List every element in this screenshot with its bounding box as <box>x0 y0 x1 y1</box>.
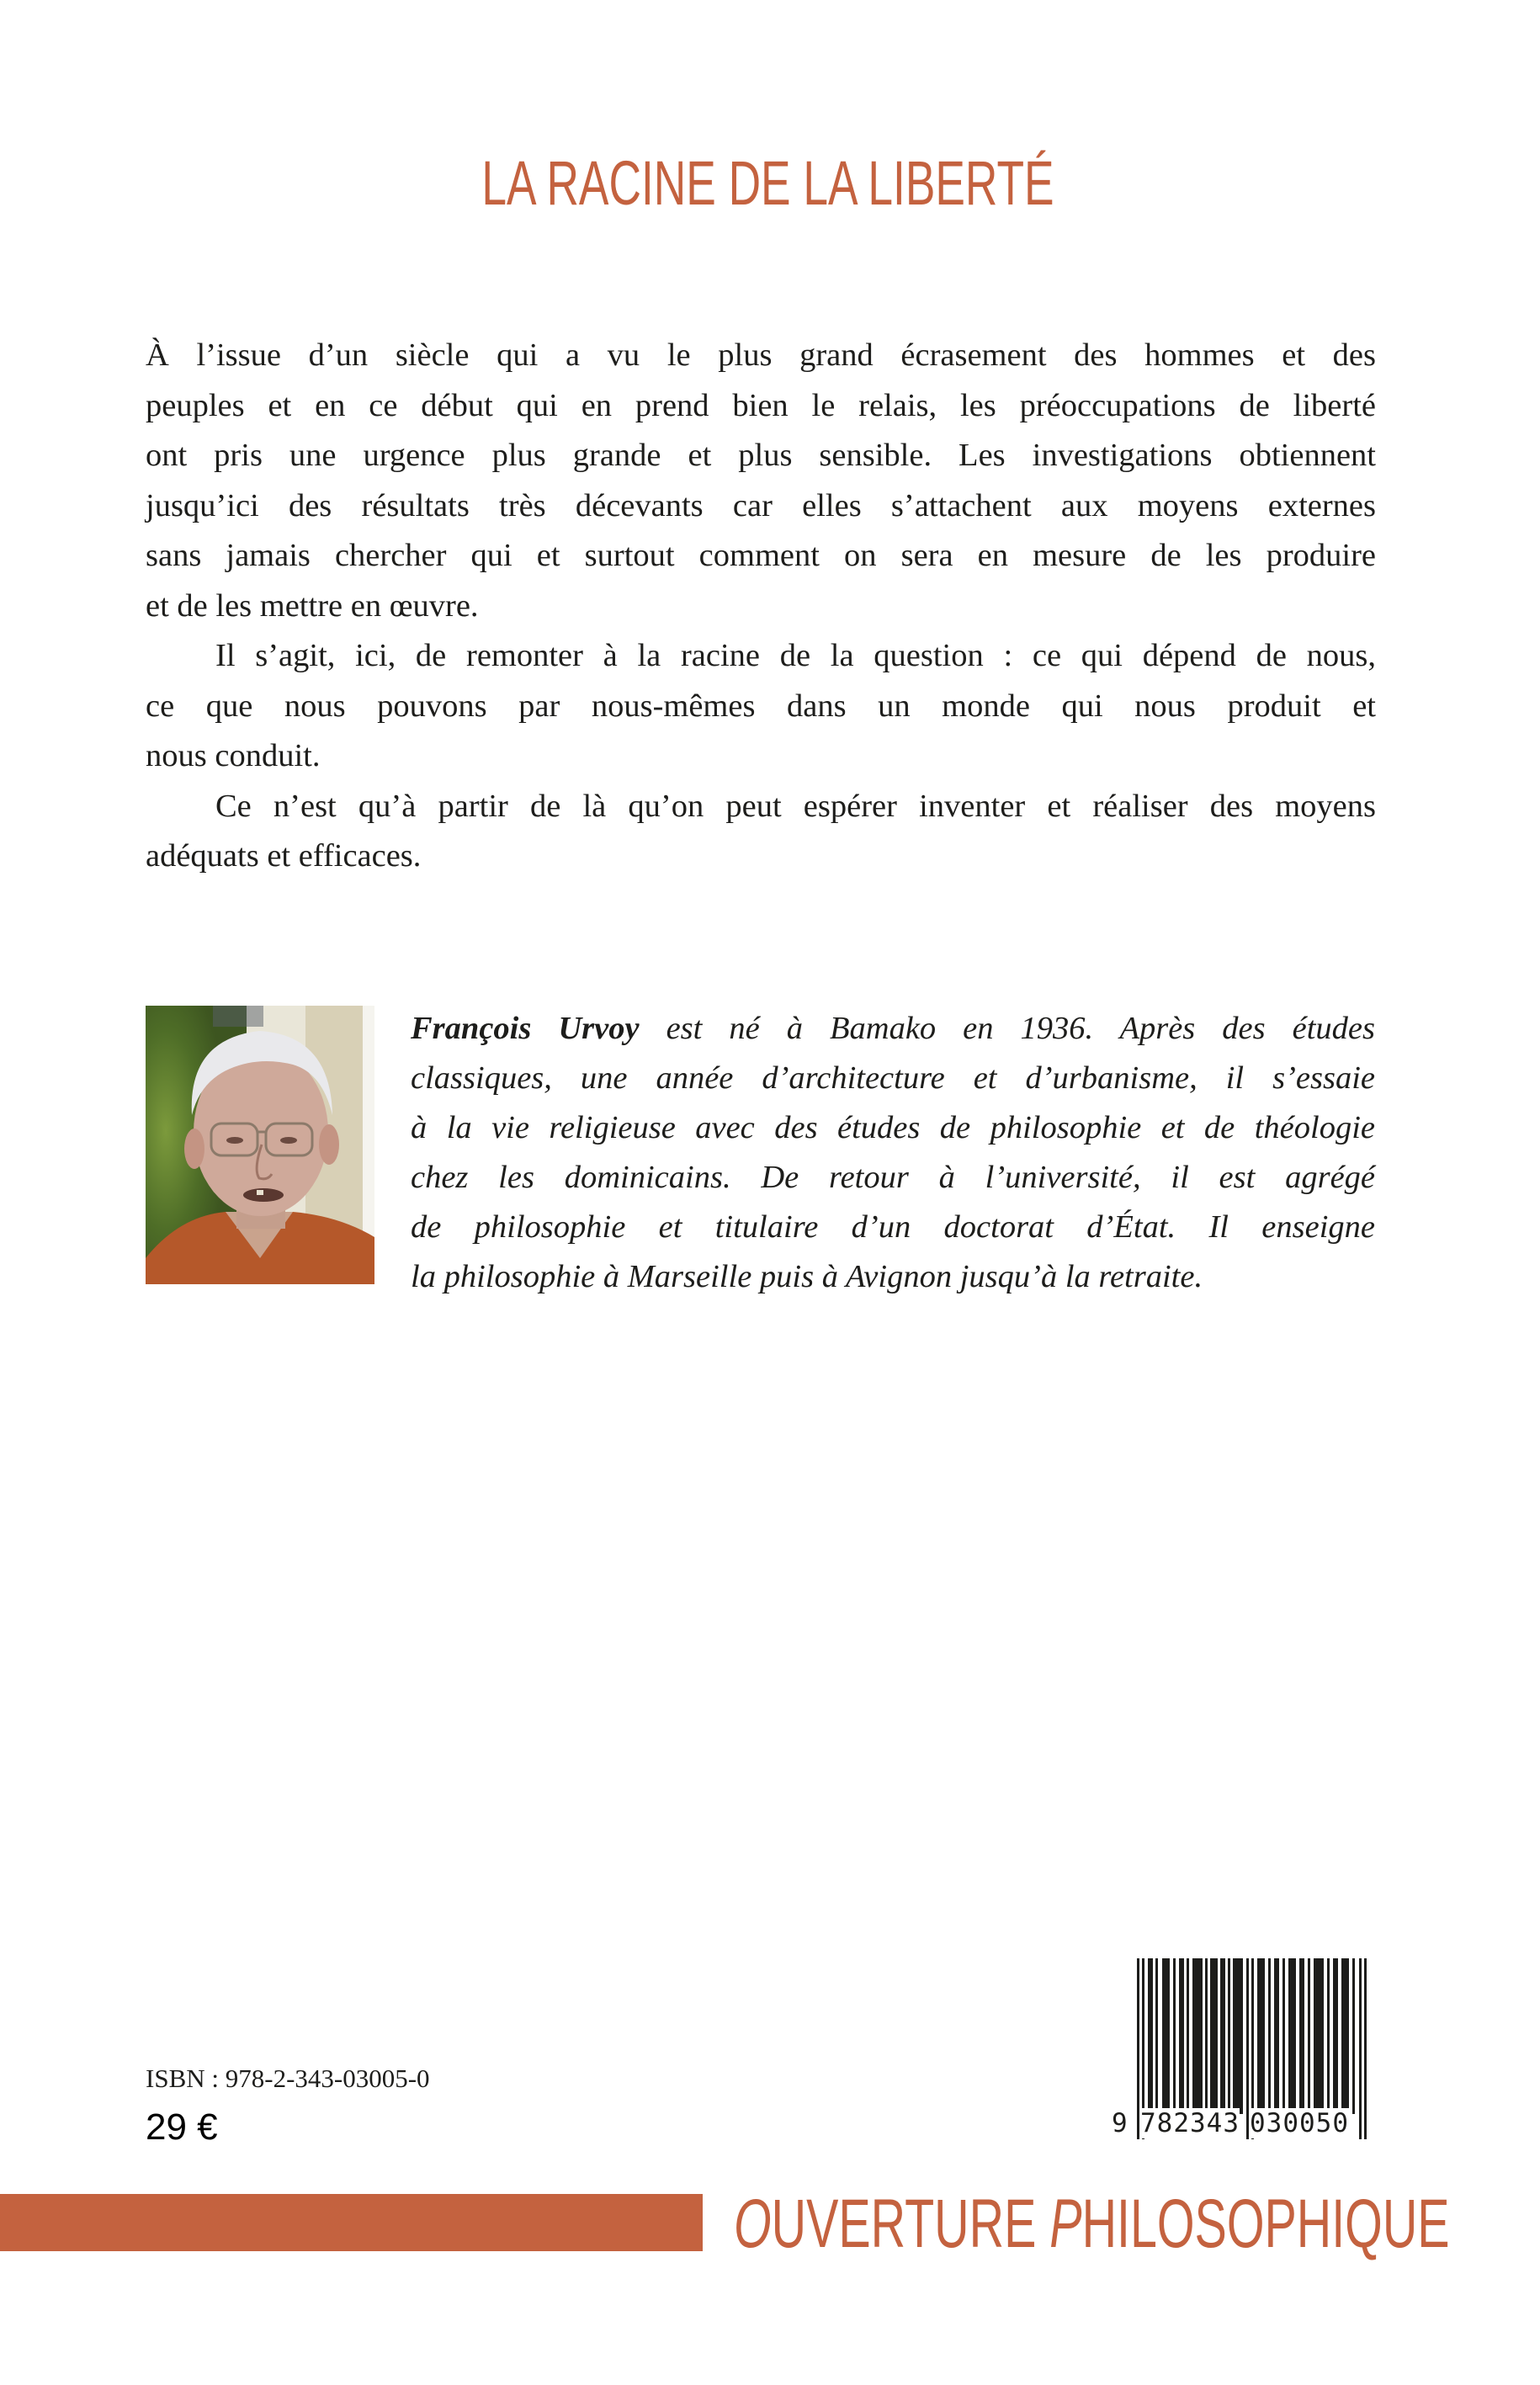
blurb-paragraph-3 <box>146 782 1376 882</box>
blurb-line: jusqu’ici des résultats très décevants car elles s’attachent aux moyens externes <box>146 487 1376 523</box>
blurb <box>146 331 1376 882</box>
blurb-line: et de les mettre en œuvre. <box>146 587 479 624</box>
barcode-digits-left: 782343 <box>1140 2108 1240 2138</box>
blurb-line: adéquats et efficaces. <box>146 838 422 874</box>
collection-name <box>734 2188 1450 2260</box>
blurb-paragraph-2 <box>146 631 1376 782</box>
bio-line <box>411 1004 1375 1054</box>
blurb-line: ont pris une urgence plus grande et plus sensible. Les investigations obtiennent <box>146 438 1376 473</box>
author-photo <box>146 1006 374 1284</box>
collection-word1: UVERTURE <box>771 2186 1050 2262</box>
blurb-paragraph-1 <box>146 331 1376 631</box>
price: 29 € <box>146 2106 218 2148</box>
blurb-line: À l’issue d’un siècle qui a vu le plus grand écrasement des hommes et des <box>146 337 1376 373</box>
bio-line: classiques, une année d’architecture et d’urbanisme, il s’essaie <box>411 1060 1375 1096</box>
collection-word2: HILOSOPHIQUE <box>1081 2186 1450 2262</box>
blurb-line: nous conduit. <box>146 738 321 773</box>
blurb-line: peuples et en ce début qui en prend bien le relais, les préoccupations de liberté <box>146 387 1376 423</box>
blurb-line: ce que nous pouvons par nous-mêmes dans un monde qui nous produit et <box>146 688 1376 724</box>
bio-text: est né à Bamako en 1936. Après des études <box>639 1011 1375 1046</box>
blurb-line: Ce n’est qu’à partir de là qu’on peut espérer inventer et réaliser des moyens <box>215 788 1376 824</box>
book-title: LA RACINE DE LA LIBERTÉ <box>481 148 1054 218</box>
author-bio <box>411 1004 1375 1302</box>
barcode-digit-lead: 9 <box>1112 2108 1129 2138</box>
author-name: François Urvoy <box>411 1011 640 1046</box>
collection-band <box>0 2194 703 2251</box>
blurb-line: sans jamais chercher qui et surtout comment on sera en mesure de les produire <box>146 538 1376 573</box>
collection-initial-o: O <box>734 2186 772 2262</box>
author-portrait-image <box>146 1006 374 1284</box>
blurb-line: Il s’agit, ici, de remonter à la racine de la question : ce qui dépend de nous, <box>215 638 1376 673</box>
bio-line: la philosophie à Marseille puis à Avignon jusqu’à la retraite. <box>411 1259 1203 1294</box>
bio-line: chez les dominicains. De retour à l’université, il est agrégé <box>411 1160 1375 1195</box>
collection-initial-p: P <box>1049 2186 1082 2262</box>
bio-line: de philosophie et titulaire d’un doctorat d’État. Il enseigne <box>411 1209 1375 1245</box>
bio-line: à la vie religieuse avec des études de philosophie et de théologie <box>411 1110 1375 1145</box>
isbn: ISBN : 978-2-343-03005-0 <box>146 2064 430 2093</box>
barcode-digits-right: 030050 <box>1250 2108 1349 2138</box>
